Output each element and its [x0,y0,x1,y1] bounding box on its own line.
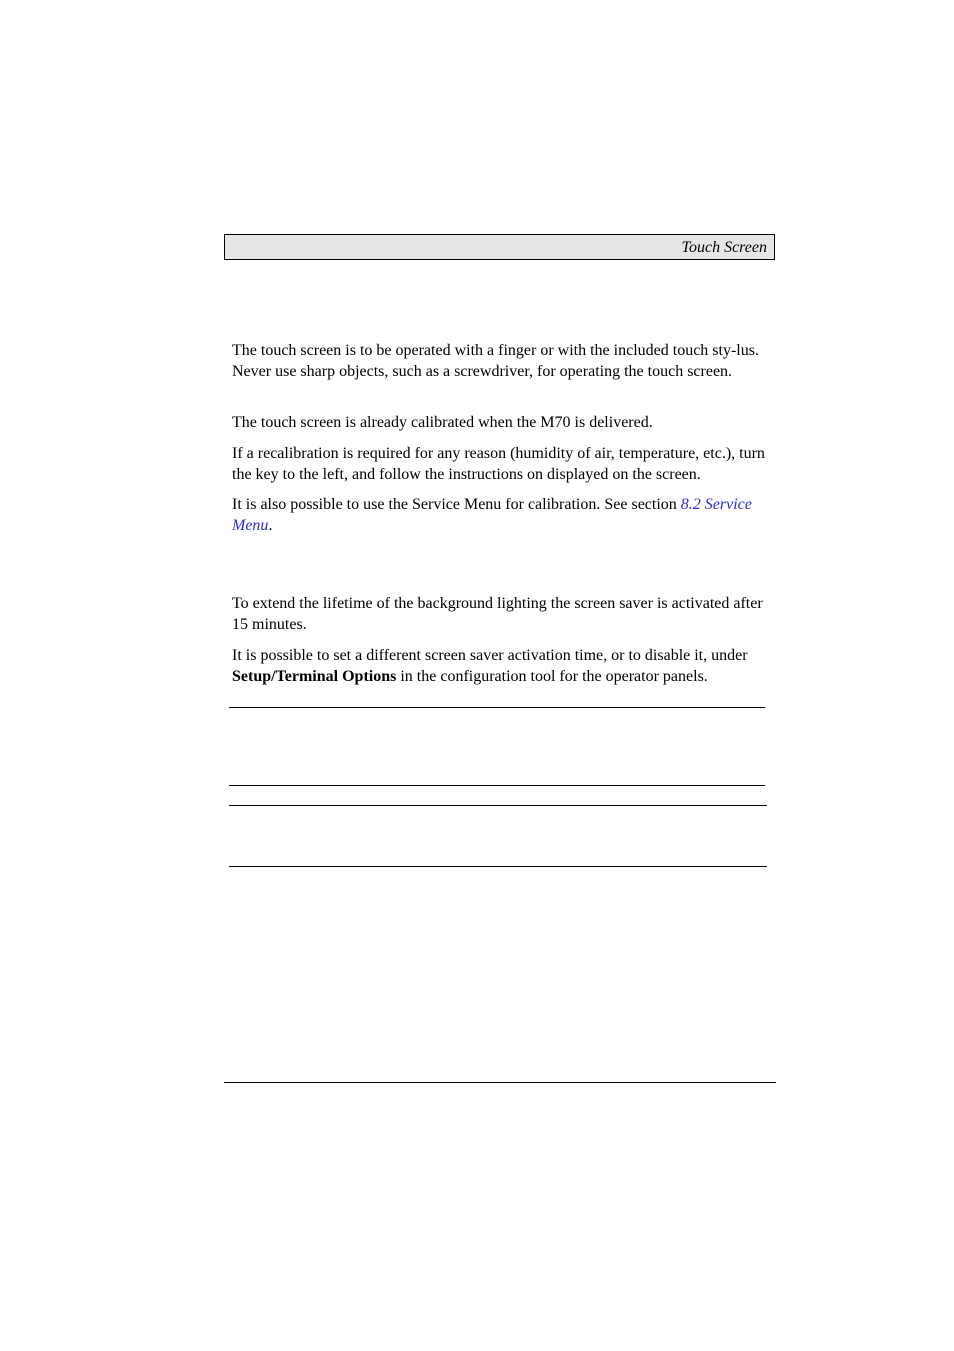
touch-paragraph-1: The touch screen is to be operated with a finger or with the included touch sty-lus. Never use sharp objects, such as a screwdriver, for operating the touch screen. [232,342,759,380]
running-header-title: Touch Screen [681,239,767,256]
service-menu-link[interactable]: 8.2 Service Menu [232,496,752,534]
screensaver-paragraph-2-text: It is possible to set a different screen saver activation time, or to disable it, under [232,647,748,664]
caution-box-bottom-rule [229,866,767,867]
page-footer-rule [224,1082,776,1083]
touch-paragraph-4-end: . [268,517,273,534]
touch-paragraph-4-text: It is also possible to use the Service Menu for calibration. See section [232,496,681,513]
screensaver-paragraph-1: To extend the lifetime of the background lighting the screen saver is activated after 15 minutes. [232,595,763,633]
touch-paragraph-2: The touch screen is already calibrated when the M70 is delivered. [232,414,653,431]
running-header [224,234,775,260]
touch-paragraph-3: If a recalibration is required for any reason (humidity of air, temperature, etc.), turn the key to the left, and follow the instructions on displayed on the screen. [232,445,765,483]
note-box-bottom-rule [229,785,765,786]
caution-box-top-rule [229,805,767,806]
touch-paragraph-4 [232,494,765,536]
note-box-top-rule [229,707,765,708]
screensaver-paragraph-2 [232,645,765,687]
screensaver-paragraph-2-end: in the configuration tool for the operator panels. [396,668,708,685]
setup-terminal-options-label: Setup/Terminal Options [232,668,397,685]
